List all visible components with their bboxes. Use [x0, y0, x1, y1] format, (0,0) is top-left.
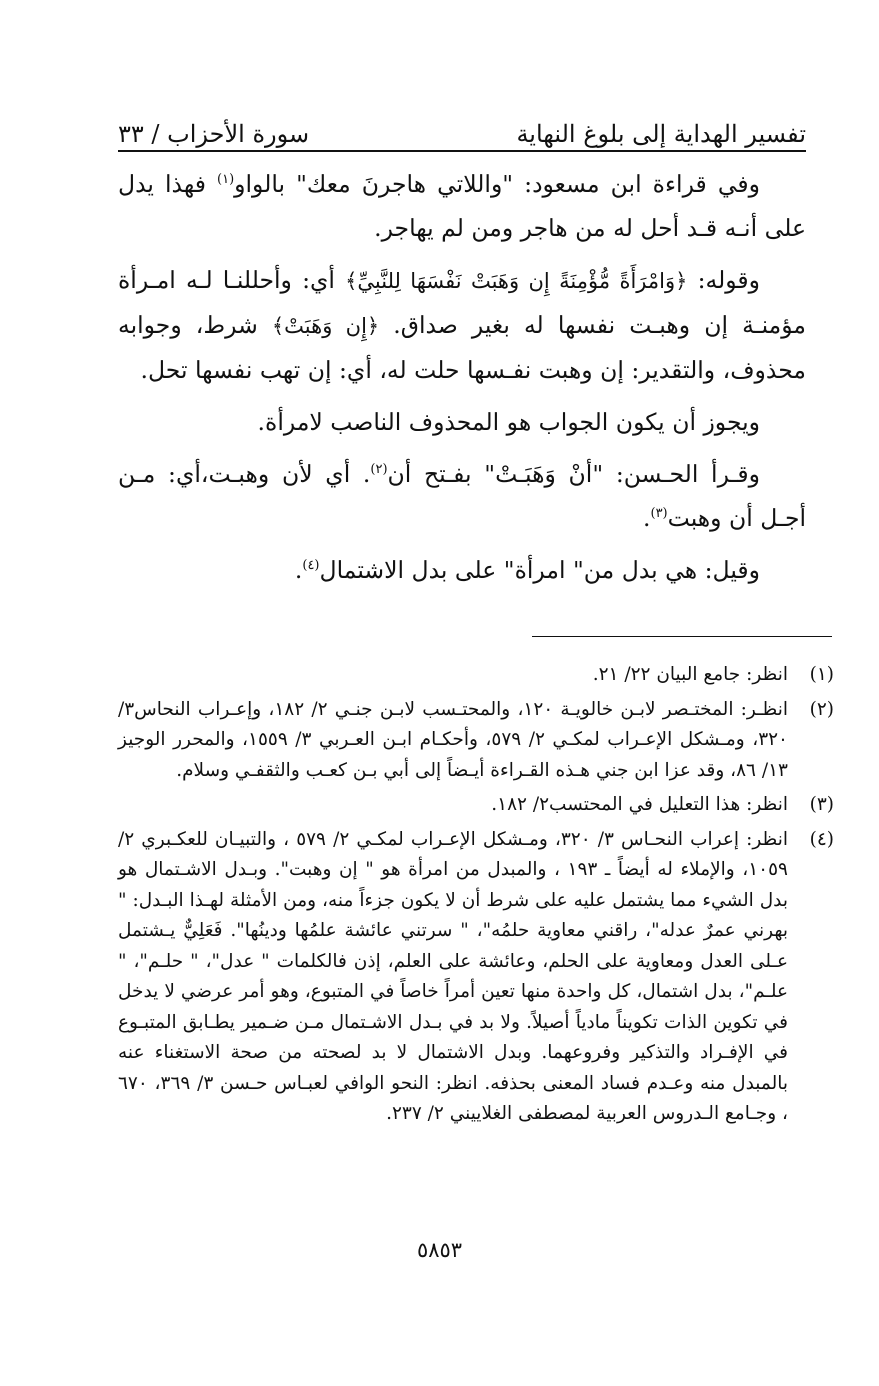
footnote-text: انظـر: المختـصر لابـن خالويـة ١٢٠، والمحتـسب لابـن جنـي ٢/ ١٨٢، وإعـراب النحاس٣/ ٣٢٠، ومـشكل الإعـراب لمكـي ٢/ ٥٧٩، وأحكـام ابـن العـربي ٣/ ١٥٥٩، والمحرر الوجيز ١٣/ ٨٦، وقد عزا ابن جني هـذه القـراءة أيـضاً إلى أبي بـن كعـب والثقفـي وسلام. — [118, 698, 788, 781]
p5-text-start: وقيل: هي بدل من" امرأة" على بدل الاشتمال — [319, 556, 760, 584]
footnote-number: (١) — [809, 664, 834, 685]
p3-text: ويجوز أن يكون الجواب هو المحذوف الناصب لامرأة. — [257, 408, 760, 436]
footnote-divider — [532, 636, 832, 637]
p4-text-middle: . أي لأن وهبـت،أي: مـن أجـل أن وهبت — [118, 460, 806, 532]
footnote-number: (٣) — [809, 794, 834, 815]
footnote-text: انظر: إعراب النحـاس ٣/ ٣٢٠، ومـشكل الإعـراب لمكـي ٢/ ٥٧٩ ، والتبيـان للعكـبري ٢/ ١٠٥٩، والإملاء له أيضاً ـ ١٩٣ ، والمبدل من امرأة هو " إن وهبت". وبـدل الاشـتمال هو بدل الشيء مما يشتمل عليه على شرط أن لا يكون جزءاً منه، ومن الأمثلة لهـذا البـدل: " بهرني عمرٌ عدله"، راقني معاوية حلمُه"، " سرتني عائشة علمُها ودينُها". فَعَلِيٌّ يـشتمل عـلى العدل ومعاوية على الحلم، وعائشة على العلم، إذن فالكلمات " عدل"، " حلـم"، " علـم"، بدل اشتمال، كل واحدة منها تعين أمراً خاصاً في المتبوع، وهو أمر عرضي لا يدخل في تكوين الذات تكويناً مادياً أصيلاً. ولا بد في بـدل الاشـتمال مـن ضـمير يطـابق المتبـوع في الإفـراد والتذكير وفروعهما. وبدل الاشتمال لا بد لصحته من صحة الاستغناء عنه بالمبدل منه وعـدم فساد المعنى بحذفه. انظر: النحو الوافي لعبـاس حـسن ٣/ ٣٦٩، ٦٧٠ ، وجـامع الـدروس العربية لمصطفى الغلاييني ٢/ ٢٣٧. — [118, 828, 788, 1124]
footnote-2 — [118, 695, 834, 787]
paragraph-1 — [118, 162, 806, 250]
p2-text-start: وقوله: — [687, 266, 760, 294]
p2-text-middle: أي: وأحللنـا لـه امـرأة مؤمنـة إن وهبـت نفسها له بغير صداق. — [118, 266, 806, 339]
paragraph-5 — [118, 548, 806, 592]
footnote-number: (٢) — [809, 698, 834, 720]
paragraph-2 — [118, 258, 806, 392]
quran-quote-2: ﴿إِن وَهَبَتْ﴾ — [271, 314, 380, 338]
footnote-1 — [118, 660, 834, 691]
footnote-4 — [118, 825, 834, 1130]
p2-text-end: شرط، وجوابه محذوف، والتقدير: إن وهبت نفـسها حلت له، أي: إن تهب نفسها تحل. — [118, 311, 806, 384]
footnote-text: انظر: هذا التعليل في المحتسب٢/ ١٨٢. — [491, 794, 788, 815]
footnote-text: انظر: جامع البيان ٢٢/ ٢١. — [592, 664, 788, 685]
p1-text-start: وفي قراءة ابن مسعود: "واللاتي هاجرنَ معك" بالواو — [234, 170, 761, 198]
running-header — [118, 104, 806, 148]
header-divider — [118, 150, 806, 152]
surah-reference: سورة الأحزاب / ٣٣ — [118, 120, 310, 148]
footnote-ref-3: (٣) — [650, 506, 668, 522]
main-text — [118, 162, 806, 600]
footnote-ref-1: (١) — [217, 172, 235, 188]
p1-text-end: فهذا يدل على أنـه قـد أحل له من هاجر ومن لم يهاجر. — [118, 170, 806, 242]
page-number: ٥٨٥٣ — [416, 1238, 463, 1262]
footnote-3 — [118, 790, 834, 821]
book-title: تفسير الهداية إلى بلوغ النهاية — [516, 120, 806, 148]
paragraph-3 — [118, 400, 806, 444]
footnotes — [118, 660, 834, 1134]
p5-text-end: . — [294, 556, 303, 584]
footnote-ref-4: (٤) — [302, 558, 320, 574]
quran-quote-1: ﴿وَامْرَأَةً مُّؤْمِنَةً إِن وَهَبَتْ نَفْسَهَا لِلنَّبِيِّ﴾ — [345, 269, 688, 293]
footnote-ref-2: (٢) — [370, 462, 388, 478]
p4-text-end: . — [643, 504, 651, 532]
footnote-number: (٤) — [809, 828, 834, 850]
p4-text-start: وقـرأ الحـسن: "أنْ وَهَبَـتْ" بفـتح أن — [387, 460, 761, 488]
paragraph-4 — [118, 452, 806, 540]
